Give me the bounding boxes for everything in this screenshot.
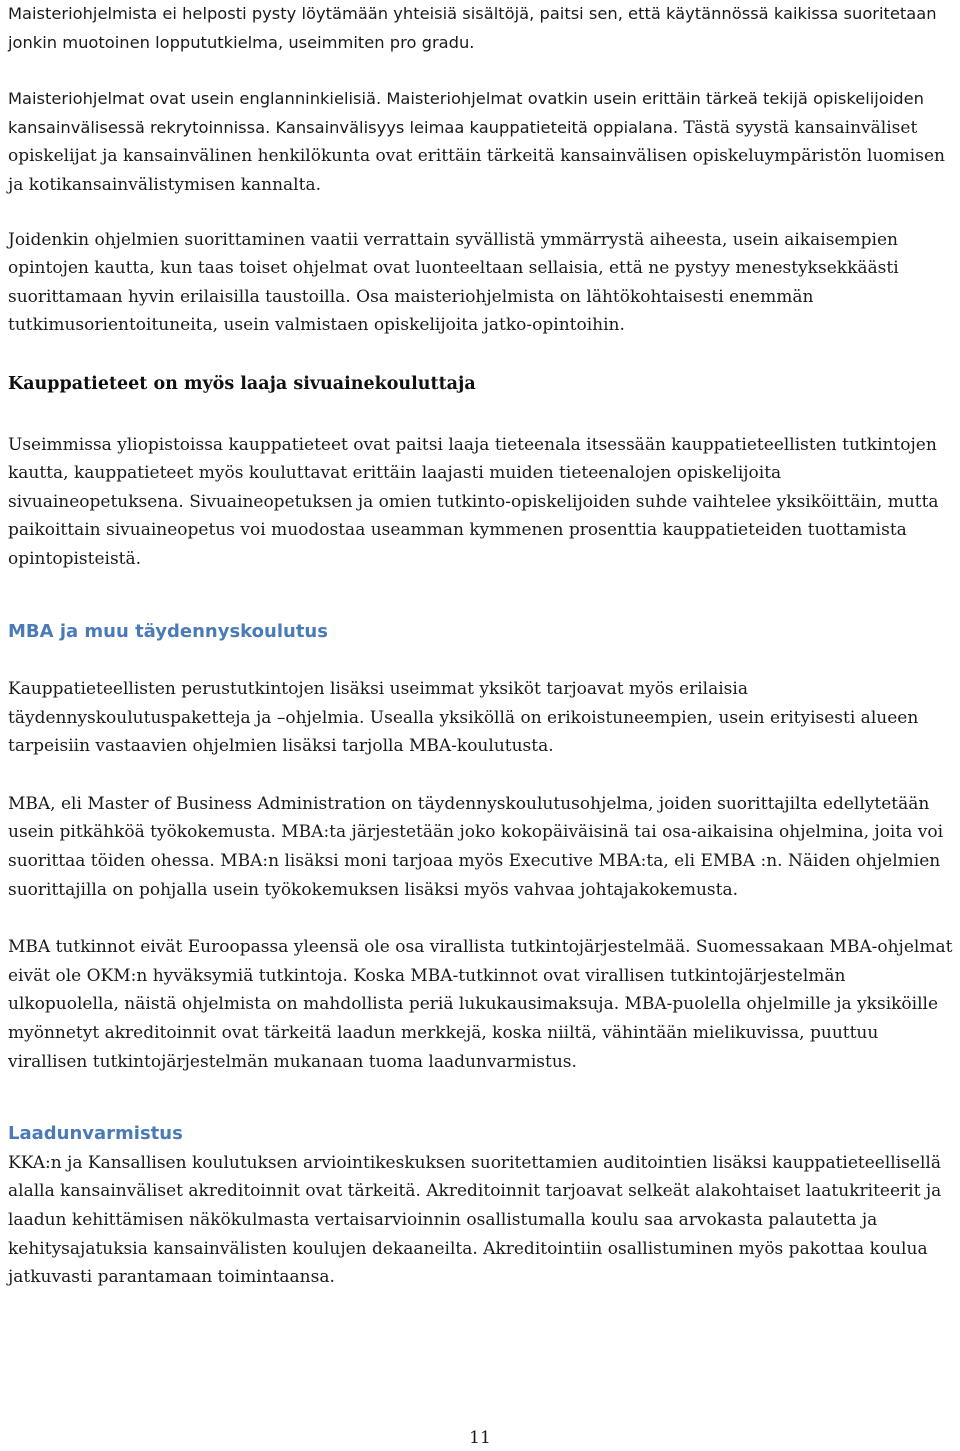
document-page — [8, 0, 958, 1292]
paragraph-minor-subject: Useimmissa yliopistoissa kauppatieteet ovat paitsi laaja tieteenala itsessään kauppatieteellisten tutkintojen kautta, kauppatieteet myös kouluttavat erittäin laajasti muiden tieteenalojen opiskelijoita sivuaineopetuksena. Sivuaineopetuksen ja omien tutkinto-opiskelijoiden suhde vaihtelee yksiköittäin, mutta paikoittain sivuaineopetus voi muodostaa useamman kymmenen prosenttia kauppatieteiden tuottamista opintopisteistä. — [8, 434, 939, 569]
paragraph-intro: Maisteriohjelmista ei helposti pysty löytämään yhteisiä sisältöjä, paitsi sen, että käytännössä kaikissa suoritetaan jonkin muotoinen loppututkielma, useimmiten pro gradu. — [8, 4, 937, 52]
paragraph-english-programs-serif: Tästä syystä kansainväliset opiskelijat ja kansainvälinen henkilökunta ovat erittäin tärkeitä kansainvälisen opiskeluympäristön luomisen ja kotikansainvälistymisen kannalta. — [8, 117, 945, 195]
paragraph-quality-assurance: KKA:n ja Kansallisen koulutuksen arviointikeskuksen suoritettamien auditointien lisäksi kauppatieteellisellä alalla kansainväliset akreditoinnit ovat tärkeitä. Akreditoinnit tarjoavat selkeät alakohtaiset laatukriteerit ja laadun kehittämisen näkökulmasta vertaisarvioinnin osallistumalla koulu saa arvokasta palautetta ja kehitysajatuksia kansainvälisten koulujen dekaaneilta. Akreditointiin osallistuminen myös pakottaa koulua jatkuvasti parantamaan toimintaansa. — [8, 1152, 942, 1288]
paragraph-english-programs-sans: Maisteriohjelmat ovat usein englanninkielisiä. Maisteriohjelmat ovatkin usein erittäin tärkeä tekijä opiskelijoiden kansainvälisessä rekrytoinnissa. Kansainvälisyys leimaa kauppatieteitä oppialana. — [8, 89, 924, 137]
page-number: 11 — [469, 1428, 491, 1448]
heading-mba: MBA ja muu täydennyskoulutus — [8, 620, 328, 642]
paragraph-mba-definition: MBA, eli Master of Business Administration on täydennyskoulutusohjelma, joiden suorittajilta edellytetään usein pitkähköä työkokemusta. MBA:ta järjestetään joko kokopäiväisinä tai osa-aikaisina ohjelmina, joita voi suorittaa töiden ohessa. MBA:n lisäksi moni tarjoaa myös Executive MBA:ta, eli EMBA :n. Näiden ohjelmien suorittajilla on pohjalla usein työkokemuksen lisäksi myös vahvaa johtajakokemusta. — [8, 793, 944, 900]
paragraph-mba-accreditation: MBA tutkinnot eivät Euroopassa yleensä ole osa virallista tutkintojärjestelmää. Suomessakaan MBA-ohjelmat eivät ole OKM:n hyväksymiä tutkintoja. Koska MBA-tutkinnot ovat virallisen tutkintojärjestelmän ulkopuolella, näistä ohjelmista on mahdollista periä lukukausimaksuja. MBA-puolella ohjelmille ja yksiköille myönnetyt akreditoinnit ovat tärkeitä laadun merkkejä, koska niiltä, vähintään mielikuvissa, puuttuu virallisen tutkintojärjestelmän mukanaan tuoma laadunvarmistus. — [8, 937, 953, 1072]
heading-minor-subject: Kauppatieteet on myös laaja sivuainekouluttaja — [8, 373, 476, 394]
paragraph-english-programs — [8, 85, 958, 199]
paragraph-mba-intro: Kauppatieteellisten perustutkintojen lisäksi useimmat yksiköt tarjoavat myös erilaisia täydennyskoulutuspaketteja ja –ohjelmia. Usealla yksiköllä on erikoistuneempien, usein erityisesti alueen tarpeisiin vastaavien ohjelmien lisäksi tarjolla MBA-koulutusta. — [8, 679, 919, 757]
heading-quality-assurance: Laadunvarmistus — [8, 1123, 183, 1145]
paragraph-program-requirements: Joidenkin ohjelmien suorittaminen vaatii verrattain syvällistä ymmärrystä aiheesta, usein aikaisempien opintojen kautta, kun taas toiset ohjelmat ovat luonteeltaan sellaisia, että ne pystyy menestyksekkäästi suorittamaan hyvin erilaisilla taustoilla. Osa maisteriohjelmista on lähtökohtaisesti enemmän tutkimusorientoituneita, usein valmistaen opiskelijoita jatko-opintoihin. — [8, 229, 899, 336]
